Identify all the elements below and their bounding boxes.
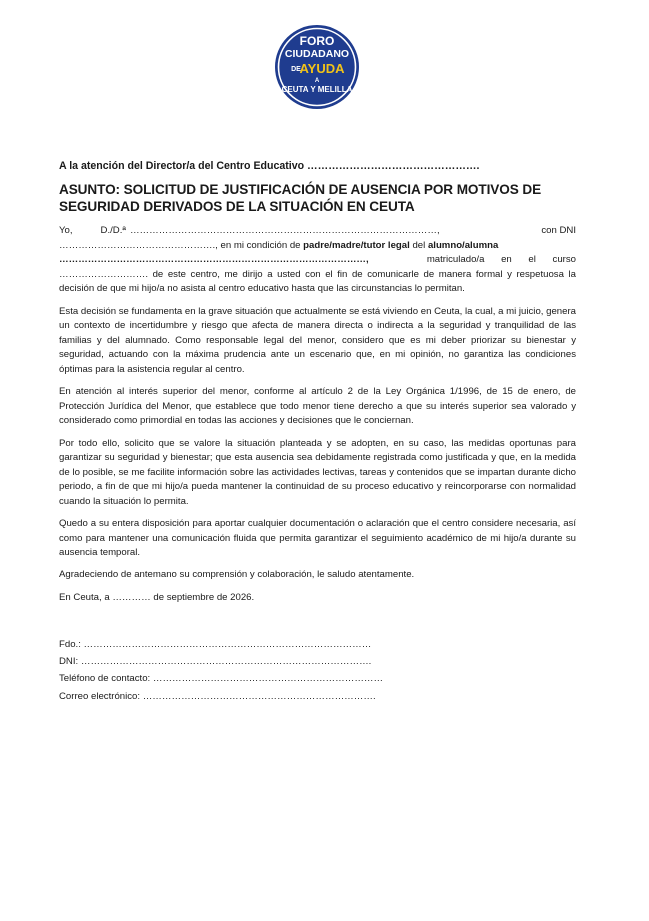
logo-text-a: A [314,78,320,84]
subject-heading: ASUNTO: SOLICITUD DE JUSTIFICACIÓN DE AUSENCIA POR MOTIVOS DE SEGURIDAD DERIVADOS DE LA SITUACIÓN EN CEUTA [59,182,542,214]
intro-alumno: alumno/alumna [427,239,499,251]
intro-del: del [409,239,428,251]
paragraph-reason: Esta decisión se fundamenta en la grave situación que actualmente se está viviendo en Ceuta, la cual, a mi juicio, genera un contexto de incertidumbre y riesgo que afecta de manera directa o indirecta a la seguridad y tranquilidad de las familias y del alumnado. Como responsable legal del menor, considero que es mi deber priorizar su bienestar y seguridad, actuando con la máxima prudencia ante un escenario que, en mi opinión, no garantiza las condiciones óptimas para la asistencia regular al centro. [59,305,576,375]
signature-dni: DNI: ………………………………………………………………………………. [59,656,372,668]
name-blank: ……………………………………………………………………………………, [129,225,440,236]
logo-text-foro: FORO [299,34,335,48]
letter-body [59,224,576,613]
signature-fdo: Fdo.: ……………………………………………………………………………… [59,639,372,650]
logo-text-ceuta-melilla: CEUTA Y MELILLA [281,85,353,94]
intro-matriculado: matriculado/a en el curso [426,254,576,266]
paragraph-availability: Quedo a su entera disposición para aportar cualquier documentación o aclaración que el centro considere necesaria, así como para mantener una comunicación fluida que permita garantizar el seguimiento académico de mi hijo/a durante su ausencia temporal. [59,518,576,559]
intro-rest: de este centro, me dirijo a usted con el fin de comunicarle de manera formal y respetuosa la decisión de que mi hijo/a no asista al centro educativo hasta que las circunstancias lo permitan. [59,268,576,295]
signature-block [59,636,459,705]
intro-role: padre/madre/tutor legal [303,239,410,251]
signature-email: Correo electrónico: ………………………………………………………………. [59,690,376,702]
attention-line: A la atención del Director/a del Centro Educativo …………………………………………. [59,160,480,172]
intro-line-1 [59,224,576,239]
paragraph-request: Por todo ello, solicito que se valore la situación planteada y se adopten, en su caso, las medidas oportunas para garantizar su seguridad y bienestar; que esta ausencia sea debidamente registrada como justificada y que, en la medida de lo posible, se me facilite información sobre las actividades lectivas, tareas y contenidos que se impartan durante dicho periodo, a fin de que mi hijo/a pueda mantener la continuidad de su proceso educativo y reincorporarse con normalidad cuando la situación lo permita. [59,437,576,507]
paragraph-legal: En atención al interés superior del menor, conforme al artículo 2 de la Ley Orgánica 1/1996, de 15 de enero, de Protección Jurídica del Menor, que establece que todo menor tiene derecho a que su interés superior sea valorado y considerado como primordial en todas las acciones y decisiones que le conciernan. [59,386,576,427]
place-date-line: En Ceuta, a ………… de septiembre de 2026. [59,591,255,603]
logo-text-de: DE [291,66,301,73]
intro-dda: D./D.ª [100,225,126,236]
intro-condicion: en mi condición de [217,239,304,251]
intro-yo: Yo, [59,225,73,236]
signature-phone: Teléfono de contacto: ……………………………………………………………… [59,673,384,685]
logo-text-ciudadano: CIUDADANO [284,48,350,60]
paragraph-closing: Agradeciendo de antemano su comprensión y colaboración, le saludo atentamente. [59,569,415,581]
student-blank: ……………………………………………………………………………………, [59,254,369,266]
logo-badge-icon [274,24,360,110]
foro-ciudadano-logo [274,24,360,110]
intro-paragraph [59,224,576,297]
intro-line-3 [59,253,576,268]
intro-con-dni: con DNI [541,225,576,236]
logo-text-ayuda: AYUDA [299,61,345,76]
dni-blank: …………………………………………., [59,239,218,251]
course-blank: ………………………. [59,268,149,280]
